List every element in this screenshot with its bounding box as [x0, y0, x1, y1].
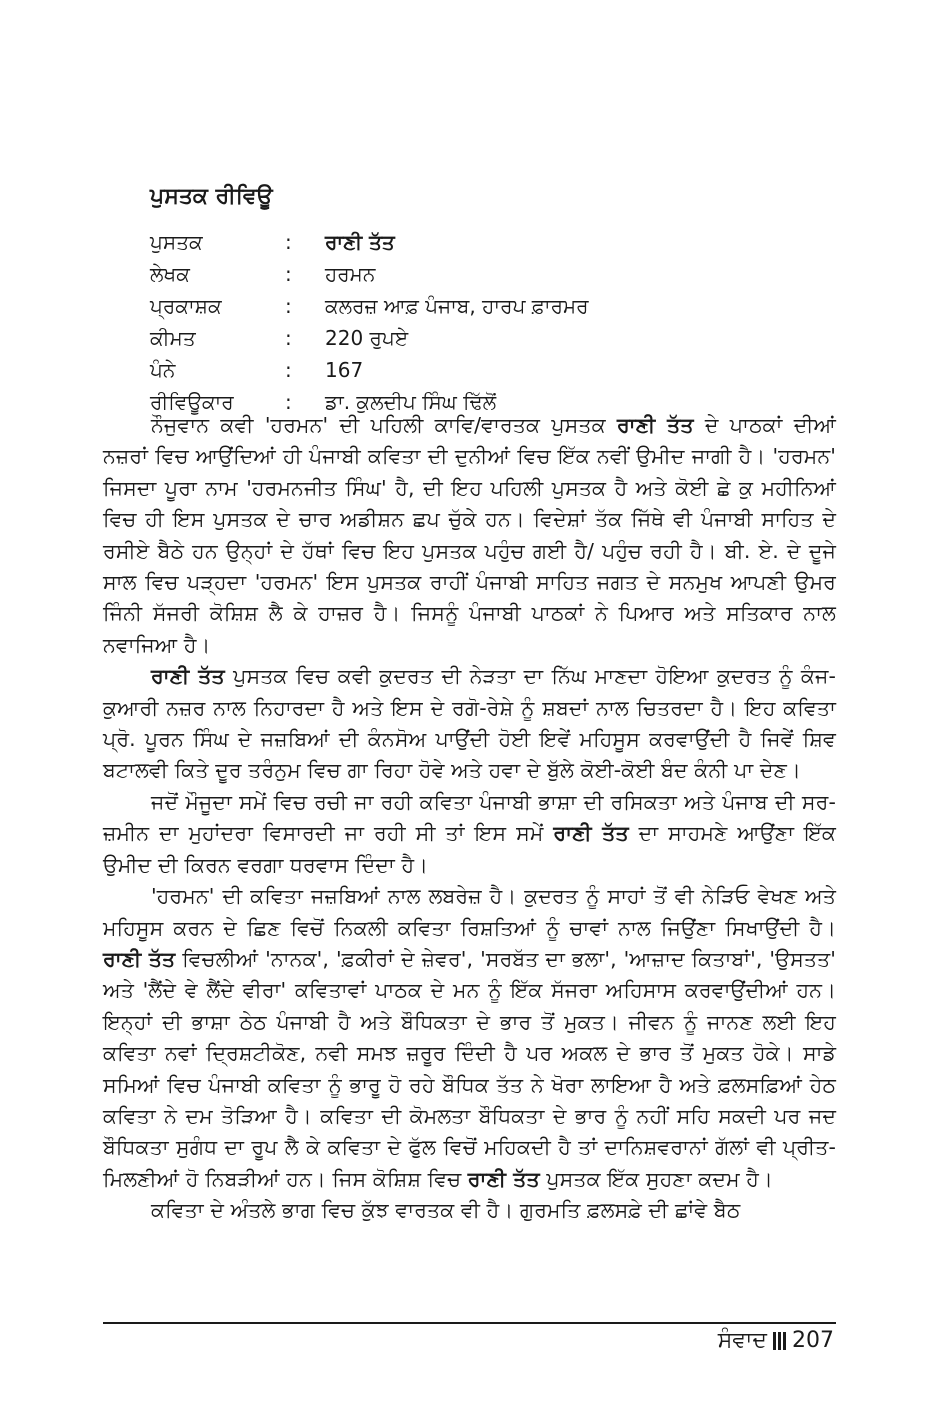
paragraph-text: 'ਹਰਮਨ' ਦੀ ਕਵਿਤਾ ਜਜ਼ਬਿਆਂ ਨਾਲ ਲਬਰੇਜ਼ ਹੈ। ਕੁਦਰਤ ਨੂੰ ਸਾਹਾਂ ਤੋਂ ਵੀ ਨੇੜਿਓ ਵੇਖਣ ਅਤੇ ਮਹਿਸੂਸ ਕਰਨ ਦੇ ਛਿਣ ਵਿਚੋਂ ਨਿਕਲੀ ਕਵਿਤਾ ਰਿਸ਼ਤਿਆਂ ਨੂੰ ਚਾਵਾਂ ਨਾਲ ਜਿਉਂਣਾ ਸਿਖਾਉਂਦੀ ਹੈ।	[103, 884, 836, 940]
book-title-inline: ਰਾਣੀ ਤੱਤ	[616, 413, 694, 437]
paragraph	[103, 1195, 836, 1226]
paragraph-text: ਨੌਜੁਵਾਨ ਕਵੀ 'ਹਰਮਨ' ਦੀ ਪਹਿਲੀ ਕਾਵਿ/ਵਾਰਤਕ ਪੁਸਤਕ	[151, 413, 617, 437]
detail-colon: :	[285, 262, 292, 286]
detail-row	[150, 226, 850, 258]
separator-bars-icon	[773, 1332, 786, 1350]
detail-colon: :	[285, 230, 292, 254]
book-details	[150, 226, 850, 418]
page-footer	[718, 1328, 834, 1353]
paragraph-text: ਪੁਸਤਕ ਵਿਚ ਕਵੀ ਕੁਦਰਤ ਦੀ ਨੇੜਤਾ ਦਾ ਨਿੱਘ ਮਾਣਦਾ ਹੋਇਆ ਕੁਦਰਤ ਨੂੰ ਕੰਜ-ਕੁਆਰੀ ਨਜ਼ਰ ਨਾਲ ਨਿਹਾਰਦਾ ਹੈ ਅਤੇ ਇਸ ਦੇ ਰਗੋ-ਰੇਸ਼ੇ ਨੂੰ ਸ਼ਬਦਾਂ ਨਾਲ ਚਿਤਰਦਾ ਹੈ। ਇਹ ਕਵਿਤਾ ਪ੍ਰੋ. ਪੂਰਨ ਸਿੰਘ ਦੇ ਜਜ਼ਬਿਆਂ ਦੀ ਕੰਨਸੋਅ ਪਾਉਂਦੀ ਹੋਈ ਇਵੇਂ ਮਹਿਸੂਸ ਕਰਵਾਉਂਦੀ ਹੈ ਜਿਵੇਂ ਸ਼ਿਵ ਬਟਾਲਵੀ ਕਿਤੇ ਦੂਰ ਤਰੰਨੁਮ ਵਿਚ ਗਾ ਰਿਹਾ ਹੋਵੇ ਅਤੇ ਹਵਾ ਦੇ ਬੁੱਲੇ ਕੋਈ-ਕੋਈ ਬੰਦ ਕੰਨੀ ਪਾ ਦੇਣ।	[103, 664, 836, 783]
detail-value: 167	[325, 358, 364, 382]
detail-row	[150, 258, 850, 290]
paragraph	[103, 661, 836, 787]
detail-label: ਪੰਨੇ	[150, 358, 176, 382]
detail-label: ਪੁਸਤਕ	[150, 230, 203, 254]
paragraph	[103, 787, 836, 881]
book-title-inline: ਰਾਣੀ ਤੱਤ	[103, 946, 176, 971]
detail-colon: :	[285, 358, 292, 382]
detail-label: ਰੀਵਿਊਕਾਰ	[150, 390, 234, 414]
paragraph	[103, 881, 836, 1195]
paragraph-text: ਦਾ ਸਾਹਮਣੇ ਆਉਂਣਾ ਇੱਕ ਉਮੀਦ ਦੀ ਕਿਰਨ ਵਰਗਾ ਧਰਵਾਸ ਦਿੰਦਾ ਹੈ।	[103, 821, 837, 877]
detail-value: 220 ਰੁਪਏ	[325, 326, 409, 350]
footer-rule	[103, 1322, 836, 1324]
detail-row	[150, 290, 850, 322]
journal-name: ਸੰਵਾਦ	[717, 1328, 767, 1353]
detail-value	[325, 230, 395, 254]
detail-value: ਡਾ. ਕੁਲਦੀਪ ਸਿੰਘ ਢਿੱਲੋਂ	[325, 390, 497, 414]
page-number: 207	[792, 1328, 834, 1353]
section-heading: ਪੁਸਤਕ ਰੀਵਿਊ	[150, 184, 273, 209]
detail-row	[150, 322, 850, 354]
review-body	[103, 410, 836, 1227]
detail-label: ਪ੍ਰਕਾਸ਼ਕ	[150, 294, 222, 318]
detail-value: ਕਲਰਜ਼ ਆਫ਼ ਪੰਜਾਬ, ਹਾਰਪ ਫ਼ਾਰਮਰ	[325, 294, 589, 318]
book-title-inline: ਰਾਣੀ ਤੱਤ	[553, 821, 629, 846]
paragraph-text: ਜਦੋਂ ਮੌਜੂਦਾ ਸਮੇਂ ਵਿਚ ਰਚੀ ਜਾ ਰਹੀ ਕਵਿਤਾ ਪੰਜਾਬੀ ਭਾਸ਼ਾ ਦੀ ਰਸਿਕਤਾ ਅਤੇ ਪੰਜਾਬ ਦੀ ਸਰ-ਜ਼ਮੀਨ ਦਾ ਮੁਹਾਂਦਰਾ ਵਿਸਾਰਦੀ ਜਾ ਰਹੀ ਸੀ ਤਾਂ ਇਸ ਸਮੇਂ	[103, 789, 836, 846]
detail-colon: :	[285, 294, 292, 318]
book-title-inline: ਰਾਣੀ ਤੱਤ	[151, 664, 225, 689]
detail-colon: :	[285, 326, 292, 350]
detail-row	[150, 354, 850, 386]
detail-label: ਕੀਮਤ	[150, 326, 196, 350]
detail-value: ਹਰਮਨ	[325, 262, 376, 286]
detail-colon: :	[285, 390, 292, 414]
paragraph-text: ਪੁਸਤਕ ਇੱਕ ਸੁਹਣਾ ਕਦਮ ਹੈ।	[539, 1166, 773, 1191]
book-title-inline: ਰਾਣੀ ਤੱਤ	[467, 1166, 540, 1191]
paragraph-text: ਦੇ ਪਾਠਕਾਂ ਦੀਆਂ ਨਜ਼ਰਾਂ ਵਿਚ ਆਉਂਦਿਆਂ ਹੀ ਪੰਜਾਬੀ ਕਵਿਤਾ ਦੀ ਦੁਨੀਆਂ ਵਿਚ ਇੱਕ ਨਵੀਂ ਉਮੀਦ ਜਾਗੀ ਹੈ। 'ਹਰਮਨ' ਜਿਸਦਾ ਪੂਰਾ ਨਾਮ 'ਹਰਮਨਜੀਤ ਸਿੰਘ' ਹੈ, ਦੀ ਇਹ ਪਹਿਲੀ ਪੁਸਤਕ ਹੈ ਅਤੇ ਕੋਈ ਛੇ ਕੁ ਮਹੀਨਿਆਂ ਵਿਚ ਹੀ ਇਸ ਪੁਸਤਕ ਦੇ ਚਾਰ ਅਡੀਸ਼ਨ ਛਪ ਚੁੱਕੇ ਹਨ। ਵਿਦੇਸ਼ਾਂ ਤੱਕ ਜਿੱਥੇ ਵੀ ਪੰਜਾਬੀ ਸਾਹਿਤ ਦੇ ਰਸੀਏ ਬੈਠੇ ਹਨ ਉਨ੍ਹਾਂ ਦੇ ਹੱਥਾਂ ਵਿਚ ਇਹ ਪੁਸਤਕ ਪਹੁੰਚ ਗਈ ਹੈ/ ਪਹੁੰਚ ਰਹੀ ਹੈ। ਬੀ. ਏ. ਦੇ ਦੂਜੇ ਸਾਲ ਵਿਚ ਪੜ੍ਹਦਾ 'ਹਰਮਨ' ਇਸ ਪੁਸਤਕ ਰਾਹੀਂ ਪੰਜਾਬੀ ਸਾਹਿਤ ਜਗਤ ਦੇ ਸਨਮੁਖ ਆਪਣੀ ਉਮਰ ਜਿੰਨੀ ਸੱਜਰੀ ਕੋਸ਼ਿਸ਼ ਲੈ ਕੇ ਹਾਜ਼ਰ ਹੈ। ਜਿਸਨੂੰ ਪੰਜਾਬੀ ਪਾਠਕਾਂ ਨੇ ਪਿਆਰ ਅਤੇ ਸਤਿਕਾਰ ਨਾਲ ਨਵਾਜਿਆ ਹੈ।	[103, 413, 837, 657]
paragraph	[103, 410, 836, 661]
paragraph-text: ਕਵਿਤਾ ਦੇ ਅੰਤਲੇ ਭਾਗ ਵਿਚ ਕੁੱਝ ਵਾਰਤਕ ਵੀ ਹੈ। ਗੁਰਮਤਿ ਫ਼ਲਸਫ਼ੇ ਦੀ ਛਾਂਵੇ ਬੈਠ	[151, 1198, 741, 1223]
book-title: ਰਾਣੀ ਤੱਤ	[325, 230, 395, 254]
paragraph-text: ਵਿਚਲੀਆਂ 'ਨਾਨਕ', 'ਫ਼ਕੀਰਾਂ ਦੇ ਜ਼ੇਵਰ', 'ਸਰਬੱਤ ਦਾ ਭਲਾ', 'ਆਜ਼ਾਦ ਕਿਤਾਬਾਂ', 'ਉਸਤਤ' ਅਤੇ 'ਲੈਂਦੇ ਵੇ ਲੈਂਦੇ ਵੀਰਾ' ਕਵਿਤਾਵਾਂ ਪਾਠਕ ਦੇ ਮਨ ਨੂੰ ਇੱਕ ਸੱਜਰਾ ਅਹਿਸਾਸ ਕਰਵਾਉਂਦੀਆਂ ਹਨ। ਇਨ੍ਹਾਂ ਦੀ ਭਾਸ਼ਾ ਠੇਠ ਪੰਜਾਬੀ ਹੈ ਅਤੇ ਬੌਧਿਕਤਾ ਦੇ ਭਾਰ ਤੋਂ ਮੁਕਤ। ਜੀਵਨ ਨੂੰ ਜਾਨਣ ਲਈ ਇਹ ਕਵਿਤਾ ਨਵਾਂ ਦ੍ਰਿਸ਼ਟੀਕੋਣ, ਨਵੀ ਸਮਝ ਜ਼ਰੂਰ ਦਿੰਦੀ ਹੈ ਪਰ ਅਕਲ ਦੇ ਭਾਰ ਤੋਂ ਮੁਕਤ ਹੋਕੇ। ਸਾਡੇ ਸਮਿਆਂ ਵਿਚ ਪੰਜਾਬੀ ਕਵਿਤਾ ਨੂੰ ਭਾਰੂ ਹੋ ਰਹੇ ਬੌਧਿਕ ਤੱਤ ਨੇ ਖੋਰਾ ਲਾਇਆ ਹੈ ਅਤੇ ਫ਼ਲਸਫ਼ਿਆਂ ਹੇਠ ਕਵਿਤਾ ਨੇ ਦਮ ਤੋੜਿਆ ਹੈ। ਕਵਿਤਾ ਦੀ ਕੋਮਲਤਾ ਬੌਧਿਕਤਾ ਦੇ ਭਾਰ ਨੂੰ ਨਹੀਂ ਸਹਿ ਸਕਦੀ ਪਰ ਜਦ ਬੌਧਿਕਤਾ ਸੁਗੰਧ ਦਾ ਰੂਪ ਲੈ ਕੇ ਕਵਿਤਾ ਦੇ ਫੁੱਲ ਵਿਚੋਂ ਮਹਿਕਦੀ ਹੈ ਤਾਂ ਦਾਨਿਸ਼ਵਰਾਨਾਂ ਗੱਲਾਂ ਵੀ ਪ੍ਰੀਤ-ਮਿਲਣੀਆਂ ਹੋ ਨਿਬੜੀਆਂ ਹਨ। ਜਿਸ ਕੋਸ਼ਿਸ਼ ਵਿਚ	[103, 946, 836, 1191]
detail-label: ਲੇਖਕ	[150, 262, 190, 286]
